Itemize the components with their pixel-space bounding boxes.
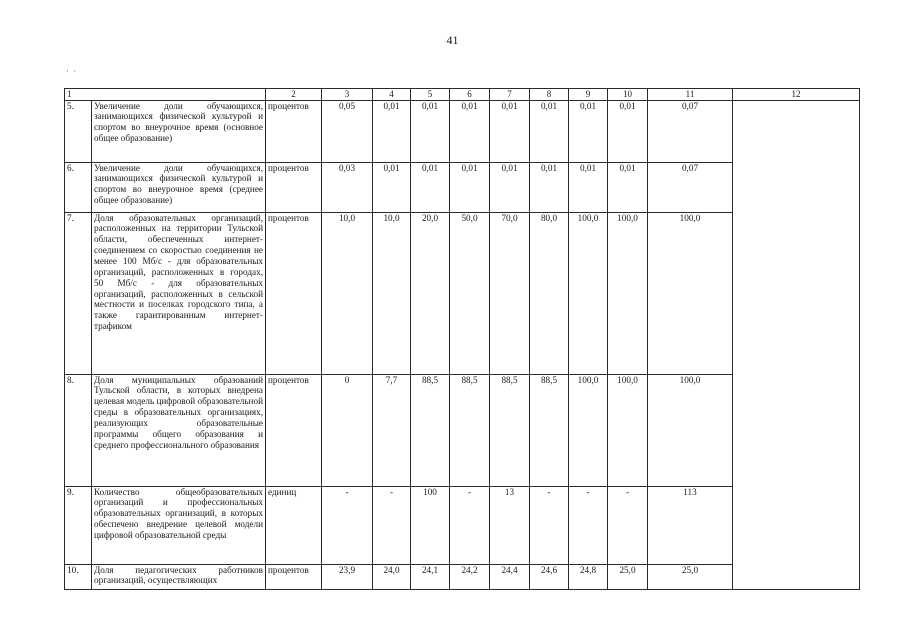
row-number: 8. [65, 374, 92, 486]
value-cell: 100,0 [608, 212, 648, 374]
value-cell: 0,01 [490, 100, 530, 162]
value-cell: 24,2 [450, 564, 490, 589]
value-cell: 0,07 [648, 162, 733, 212]
unit-cell: процентов [266, 564, 322, 589]
header-cell: 10 [608, 89, 648, 101]
indicators-table [64, 88, 860, 590]
value-cell: - [569, 486, 608, 564]
header-cell: 2 [266, 89, 322, 101]
value-cell: 0,01 [450, 100, 490, 162]
value-cell: 100 [411, 486, 450, 564]
value-cell: 113 [648, 486, 733, 564]
unit-cell: процентов [266, 212, 322, 374]
value-cell: 100,0 [608, 374, 648, 486]
header-cell: 6 [450, 89, 490, 101]
table-row [65, 100, 860, 162]
row-number: 6. [65, 162, 92, 212]
value-cell: 23,9 [322, 564, 373, 589]
value-cell: 70,0 [490, 212, 530, 374]
indicator-name: Увеличение доли обучающихся, занимающихся физической культурой и спортом во внеурочное время (среднее общее образование) [92, 162, 266, 212]
header-cell: 7 [490, 89, 530, 101]
indicator-name: Увеличение доли обучающихся, занимающихся физической культурой и спортом во внеурочное время (основное общее образование) [92, 100, 266, 162]
value-cell: 88,5 [450, 374, 490, 486]
value-cell: 0,07 [648, 100, 733, 162]
value-cell: 0,01 [450, 162, 490, 212]
header-cell: 5 [411, 89, 450, 101]
value-cell: 0,01 [490, 162, 530, 212]
indicator-name: Доля муниципальных образований Тульской области, в которых внедрена целевая модель цифровой образовательной среды в образовательных организациях, реализующих образовательные программы общего образования и среднего профессионального образования [92, 374, 266, 486]
value-cell: 0,01 [569, 162, 608, 212]
value-cell: 20,0 [411, 212, 450, 374]
value-cell: 0,01 [411, 162, 450, 212]
unit-cell: процентов [266, 100, 322, 162]
indicator-name: Доля образовательных организаций, расположенных на территории Тульской области, обеспеченных интернет-соединением со скоростью соединения не менее 100 Мб/с - для образовательных организаций, расположенных в городах, 50 Мб/с - для образовательных организаций, расположенных в сельской местности и поселках городского типа, а также гарантированным интернет-трафиком [92, 212, 266, 374]
header-cell: 8 [530, 89, 569, 101]
header-cell: 12 [733, 89, 860, 101]
value-cell: 24,6 [530, 564, 569, 589]
value-cell: - [322, 486, 373, 564]
row-number: 9. [65, 486, 92, 564]
value-cell: 50,0 [450, 212, 490, 374]
value-cell: 80,0 [530, 212, 569, 374]
value-cell: 0,01 [530, 162, 569, 212]
value-cell: - [450, 486, 490, 564]
value-cell: 7,7 [373, 374, 411, 486]
unit-cell: процентов [266, 162, 322, 212]
indicator-name: Доля педагогических работников организаций, осуществляющих [92, 564, 266, 589]
value-cell: 0,01 [530, 100, 569, 162]
value-cell: 0,01 [411, 100, 450, 162]
value-cell: 10,0 [373, 212, 411, 374]
header-cell: 1 [65, 89, 266, 101]
unit-cell: единиц [266, 486, 322, 564]
value-cell: 13 [490, 486, 530, 564]
header-cell: 11 [648, 89, 733, 101]
value-cell: 24,1 [411, 564, 450, 589]
header-row [65, 89, 860, 101]
value-cell: 88,5 [490, 374, 530, 486]
value-cell: 100,0 [648, 212, 733, 374]
row-number: 10. [65, 564, 92, 589]
value-cell: 24,0 [373, 564, 411, 589]
value-cell: 100,0 [648, 374, 733, 486]
value-cell: 0,05 [322, 100, 373, 162]
value-cell: 0,01 [569, 100, 608, 162]
value-cell: 0,01 [373, 100, 411, 162]
header-cell: 4 [373, 89, 411, 101]
row-number: 7. [65, 212, 92, 374]
value-cell: 24,4 [490, 564, 530, 589]
unit-cell: процентов [266, 374, 322, 486]
value-cell: 88,5 [411, 374, 450, 486]
value-cell: 0 [322, 374, 373, 486]
value-cell: 0,01 [608, 100, 648, 162]
header-cell: 9 [569, 89, 608, 101]
value-cell: 88,5 [530, 374, 569, 486]
value-cell: 100,0 [569, 212, 608, 374]
column-12-cell [733, 100, 860, 589]
row-number: 5. [65, 100, 92, 162]
value-cell: 0,03 [322, 162, 373, 212]
page-number: 41 [446, 33, 459, 47]
value-cell: 25,0 [648, 564, 733, 589]
header-cell: 3 [322, 89, 373, 101]
value-cell: 10,0 [322, 212, 373, 374]
value-cell: 0,01 [608, 162, 648, 212]
stray-mark: · · [66, 66, 78, 76]
indicator-name: Количество общеобразовательных организаций и профессиональных образовательных организаций, в которых обеспечено внедрение целевой модели цифровой образовательной среды [92, 486, 266, 564]
value-cell: 0,01 [373, 162, 411, 212]
value-cell: 24,8 [569, 564, 608, 589]
value-cell: - [373, 486, 411, 564]
value-cell: - [608, 486, 648, 564]
value-cell: - [530, 486, 569, 564]
value-cell: 100,0 [569, 374, 608, 486]
value-cell: 25,0 [608, 564, 648, 589]
